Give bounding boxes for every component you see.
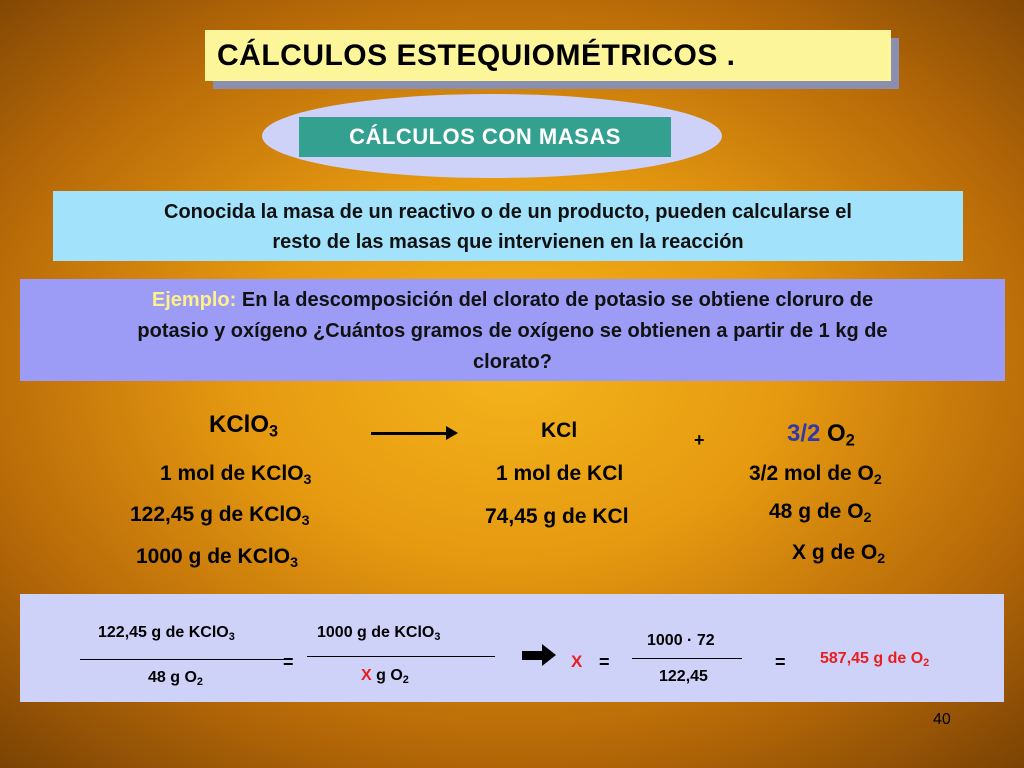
product2-row-unknown: X g de $O_2$ bbox=[792, 541, 886, 567]
reaction-arrow-head bbox=[446, 426, 458, 440]
fraction2-line bbox=[307, 656, 495, 657]
fraction3-denominator: 122,45 bbox=[659, 668, 708, 685]
fraction2-numerator: 1000 g de KClO$_3$ bbox=[317, 624, 441, 644]
example-label: Ejemplo: bbox=[151, 289, 237, 311]
equals-sign-3: = bbox=[775, 652, 786, 672]
implies-arrow-head bbox=[542, 644, 556, 666]
reactant-row-given: 1000 g de KClO$_3$ bbox=[136, 545, 298, 571]
reactant-formula: KClO$_3$ bbox=[209, 411, 279, 441]
product2-row-moles: 3/2 mol de $O_2$ bbox=[749, 462, 882, 488]
section-subtitle: CÁLCULOS CON MASAS bbox=[299, 117, 671, 157]
equals-sign-1: = bbox=[283, 652, 294, 672]
example-line-2: potasio y oxígeno ¿Cuántos gramos de oxígeno se obtienen a partir de 1 kg de bbox=[137, 320, 888, 342]
example-box bbox=[20, 279, 1005, 381]
fraction1-line bbox=[80, 659, 285, 660]
page-title: CÁLCULOS ESTEQUIOMÉTRICOS . bbox=[205, 30, 891, 81]
plus-sign: + bbox=[694, 430, 705, 450]
fraction3-line bbox=[632, 658, 742, 659]
product1-row-mass: 74,45 g de KCl bbox=[485, 505, 629, 528]
reaction-arrow bbox=[371, 432, 449, 435]
reactant-row-mass: 122,45 g de KClO$_3$ bbox=[130, 503, 310, 529]
product1-row-moles: 1 mol de KCl bbox=[496, 462, 624, 485]
product1-formula: KCl bbox=[541, 419, 578, 442]
intro-box bbox=[53, 191, 963, 261]
fraction1-numerator: 122,45 g de KClO$_3$ bbox=[98, 624, 235, 644]
fraction3-numerator: 1000 · 72 bbox=[647, 632, 715, 649]
x-variable: X bbox=[571, 652, 583, 671]
implies-arrow bbox=[522, 651, 544, 660]
example-line-3: clorato? bbox=[473, 351, 552, 373]
product2-row-mass: 48 g de $O_2$ bbox=[769, 500, 872, 526]
example-text-1: En la descomposición del clorato de potasio se obtiene cloruro de bbox=[241, 289, 874, 311]
product2-formula: 3/2 $O_2$ bbox=[787, 420, 855, 450]
fraction1-denominator: 48 g $O_2$ bbox=[148, 669, 203, 689]
example-line-1 bbox=[34, 285, 991, 316]
equals-sign-2: = bbox=[599, 652, 610, 672]
page-number: 40 bbox=[933, 711, 951, 728]
result-value: 587,45 g de $O_2$ bbox=[820, 650, 930, 670]
intro-line-1: Conocida la masa de un reactivo o de un producto, pueden calcularse el bbox=[164, 201, 852, 223]
intro-line-2: resto de las masas que intervienen en la reacción bbox=[272, 231, 744, 253]
reactant-row-moles: 1 mol de KClO$_3$ bbox=[160, 462, 312, 488]
fraction2-denominator: X g $O_2$ bbox=[361, 667, 409, 687]
